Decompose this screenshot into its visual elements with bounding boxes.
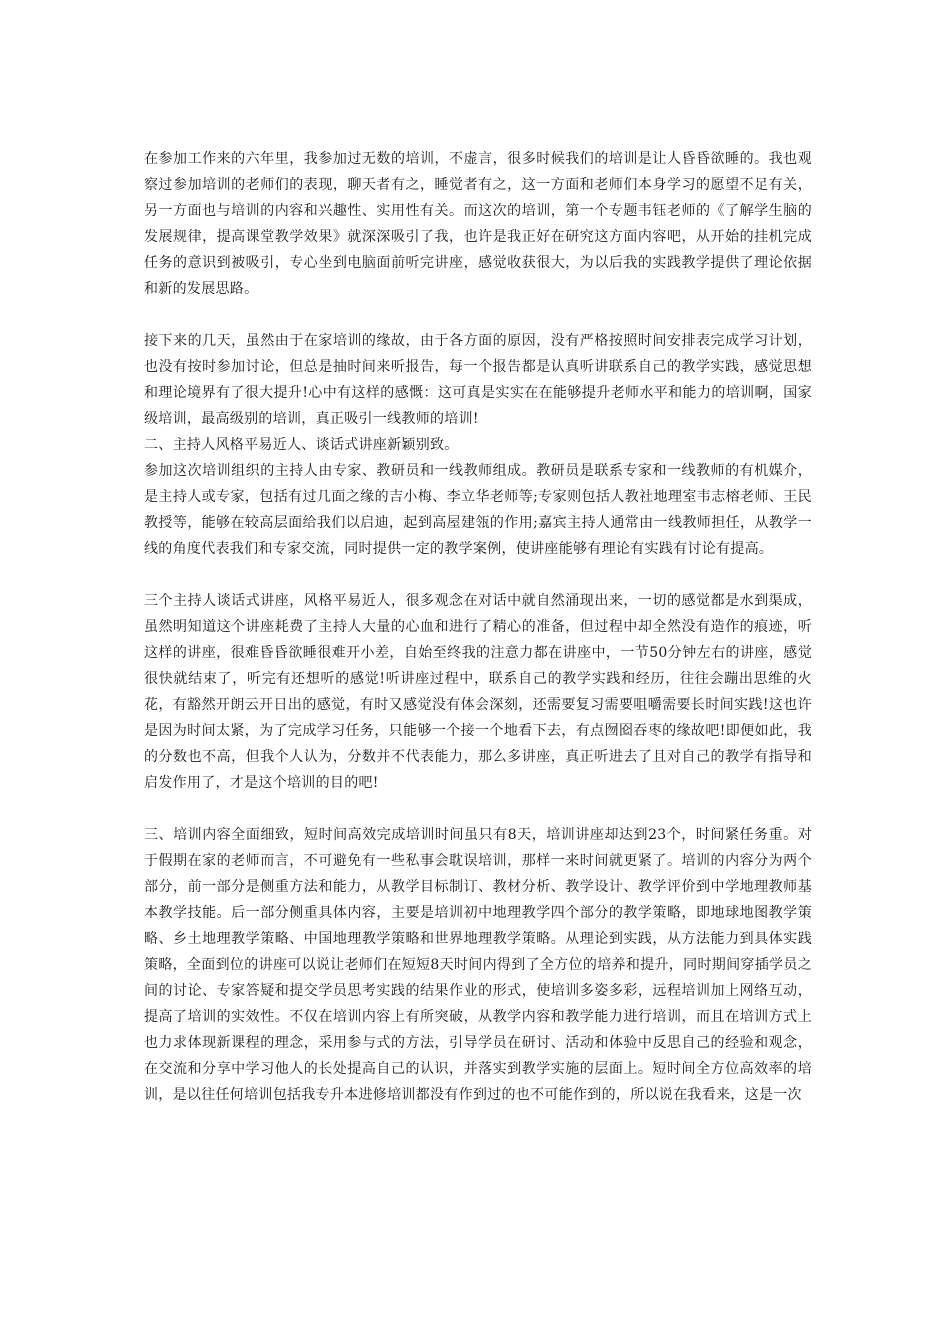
paragraph-spacer [144, 302, 812, 328]
paragraph-following-days: 接下来的几天，虽然由于在家培训的缘故，由于各方面的原因，没有严格按照时间安排表完成学习计划，也没有按时参加讨论，但总是抽时间来听报告，每一个报告都是认真听讲联系自己的教学实践，感觉思想和理论境界有了很大提升!心中有这样的感慨：这可真是实实在在能够提升老师水平和能力的培训啊，国家级培训，最高级别的培训，真正吸引一线教师的培训! [144, 333, 812, 427]
paragraph-hosts: 参加这次培训组织的主持人由专家、教研员和一线教师组成。教研员是联系专家和一线教师的有机媒介，是主持人或专家，包括有过几面之缘的吉小梅、李立华老师等;专家则包括人教社地理室韦志榕老师、王民教授等，能够在较高层面给我们以启迪，起到高屋建瓴的作用;嘉宾主持人通常由一线教师担任，从教学一线的角度代表我们和专家交流，同时提供一定的教学案例，使讲座能够有理论有实践有讨论有提高。 [144, 463, 812, 557]
paragraph-section-3: 三、培训内容全面细致，短时间高效完成培训时间虽只有8天，培训讲座却达到23个，时间紧任务重。对于假期在家的老师而言，不可避免有一些私事会耽误培训，那样一来时间就更紧了。培训的内容分为两个部分，前一部分是侧重方法和能力，从教学目标制订、教材分析、教学设计、教学评价到中学地理教师基本教学技能。后一部分侧重具体内容，主要是培训初中地理教学四个部分的教学策略，即地球地图教学策略、乡土地理教学策略、中国地理教学策略和世界地理教学策略。从理论到实践，从方法能力到具体实践策略，全面到位的讲座可以说让老师们在短短8天时间内得到了全方位的培养和提升，同时期间穿插学员之间的讨论、专家答疑和提交学员思考实践的结果作业的形式，使培训多姿多彩，远程培训加上网络互动，提高了培训的实效性。不仅在培训内容上有所突破，从教学内容和教学能力进行培训，而且在培训方式上也力求体现新课程的理念，采用参与式的方法，引导学员在研讨、活动和体验中反思自己的经验和观念，在交流和分享中学习他人的长处提高自己的认识，并落实到教学实施的层面上。短时间全方位高效率的培训，是以往任何培训包括我专升本进修培训都没有作到过的也不可能作到的，所以说在我看来，这是一次 [144, 827, 812, 1103]
document-body [144, 146, 812, 1108]
paragraph-spacer [144, 796, 812, 822]
paragraph-intro: 在参加工作来的六年里，我参加过无数的培训，不虚言，很多时候我们的培训是让人昏昏欲睡的。我也观察过参加培训的老师们的表现，聊天者有之，睡觉者有之，这一方面和老师们本身学习的愿望不足有关，另一方面也与培训的内容和兴趣性、实用性有关。而这次的培训，第一个专题韦钰老师的《了解学生脑的发展规律，提高课堂教学效果》就深深吸引了我，也许是我正好在研究这方面内容吧，从开始的挂机完成任务的意识到被吸引，专心坐到电脑面前听完讲座，感觉收获很大，为以后我的实践教学提供了理论依据和新的发展思路。 [144, 151, 812, 297]
paragraph-spacer [144, 562, 812, 588]
paragraph-talk-style: 三个主持人谈话式讲座，风格平易近人，很多观念在对话中就自然涌现出来，一切的感觉都是水到渠成，虽然明知道这个讲座耗费了主持人大量的心血和进行了精心的准备，但过程中却全然没有造作的痕迹，听这样的讲座，很难昏昏欲睡很难开小差，自始至终我的注意力都在讲座中，一节50分钟左右的讲座，感觉很快就结束了，听完有还想听的感觉!听讲座过程中，联系自己的教学实践和经历，往往会蹦出思维的火花，有豁然开朗云开日出的感觉，有时又感觉没有体会深刻，还需要复习需要咀嚼需要长时间实践!这也许是因为时间太紧，为了完成学习任务，只能够一个接一个地看下去，有点囫囵吞枣的缘故吧!即便如此，我的分数也不高，但我个人认为，分数并不代表能力，那么多讲座，真正听进去了且对自己的教学有指导和启发作用了，才是这个培训的目的吧! [144, 593, 812, 791]
section-heading-2: 二、主持人风格平易近人、谈话式讲座新颖别致。 [144, 437, 459, 453]
